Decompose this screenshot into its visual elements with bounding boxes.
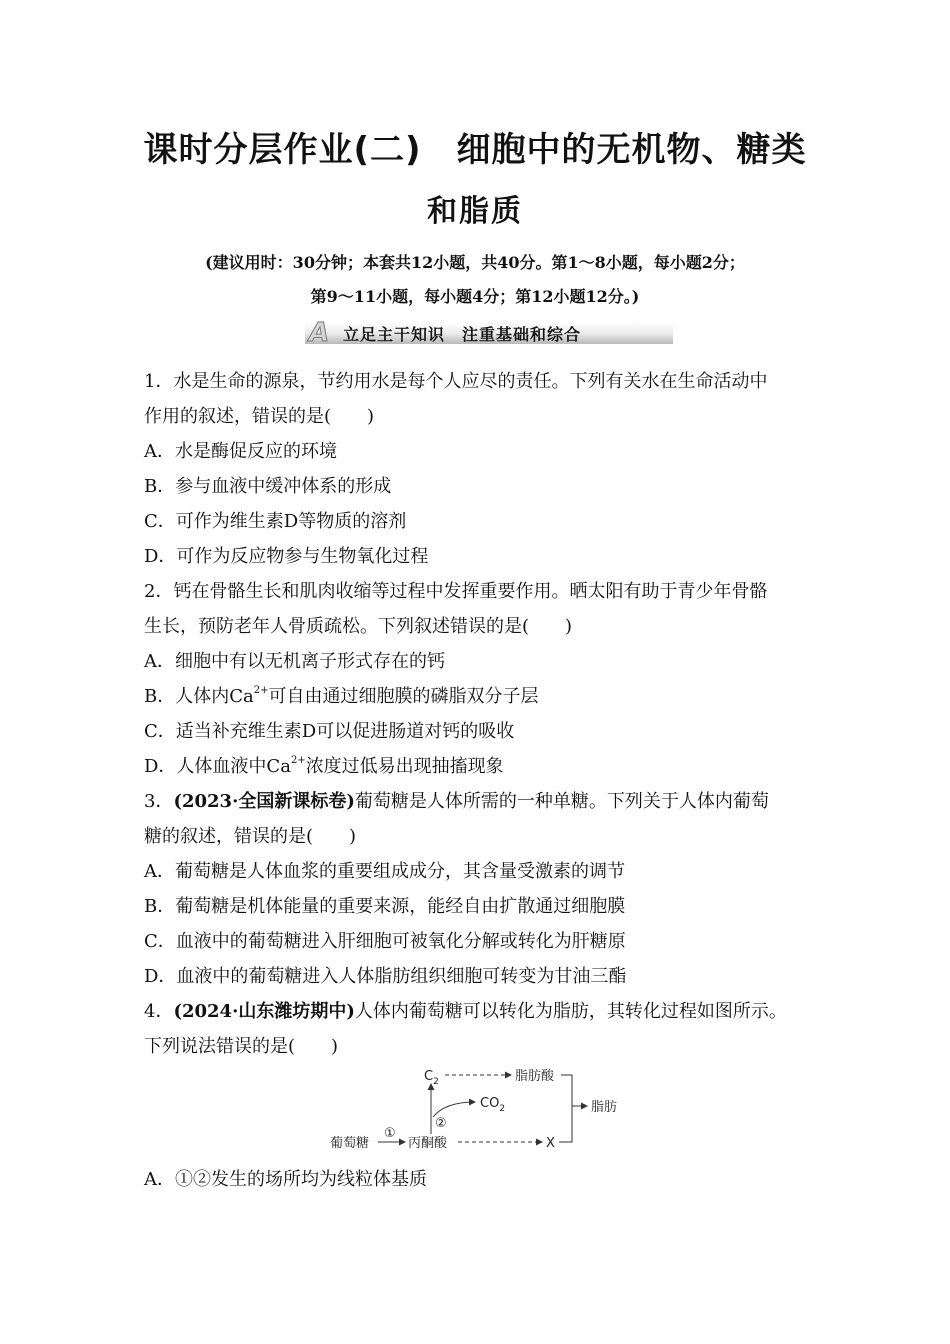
co2-text: CO — [480, 1096, 500, 1111]
subtitle-line1: (建议用时：30分钟；本套共12小题，共40分。第1～8小题，每小题2分； — [205, 253, 745, 272]
q2-option-b — [144, 679, 824, 714]
q3-option-a: A．葡萄糖是人体血浆的重要组成成分，其含量受激素的调节 — [144, 861, 625, 882]
q3-stem-line1 — [144, 784, 824, 819]
q2-option-d-charge: 2+ — [290, 755, 306, 766]
diagram-step2: ② — [435, 1116, 447, 1131]
q2-option-b-charge: 2+ — [253, 685, 269, 696]
q2-stem-line1: 2．钙在骨骼生长和肌肉收缩等过程中发挥重要作用。晒太阳有助于青少年骨骼 — [144, 581, 768, 602]
q2-option-d-post: 浓度过低易出现抽搐现象 — [305, 756, 504, 777]
q2-option-d — [144, 749, 824, 784]
diagram-glucose: 葡萄糖 — [330, 1136, 370, 1151]
page-title: 课时分层作业(二) 细胞中的无机物、糖类 — [143, 130, 807, 170]
q1-option-b: B．参与血液中缓冲体系的形成 — [144, 476, 392, 497]
question-list — [144, 364, 824, 1064]
diagram-fatty-acid: 脂肪酸 — [515, 1069, 555, 1084]
q4-stem-line1 — [144, 994, 824, 1029]
c2-subscript: 2 — [433, 1077, 439, 1087]
section-banner-text: 立足主干知识 注重基础和综合 — [343, 325, 582, 344]
co2-subscript: 2 — [499, 1104, 506, 1114]
q2-stem-line2: 生长，预防老年人骨质疏松。下列叙述错误的是( ) — [144, 616, 573, 637]
q2-option-c: C．适当补充维生素D可以促进肠道对钙的吸收 — [144, 721, 515, 742]
q3-option-c: C．血液中的葡萄糖进入肝细胞可被氧化分解或转化为肝糖原 — [144, 931, 626, 952]
glucose-to-fat-diagram — [325, 1062, 630, 1157]
diagram-pyruvate: 丙酮酸 — [408, 1136, 448, 1151]
section-banner — [305, 320, 673, 348]
q1-option-c: C．可作为维生素D等物质的溶剂 — [144, 511, 407, 532]
q4-number: 4． — [144, 1001, 174, 1022]
q1-option-a: A．水是酶促反应的环境 — [144, 441, 337, 462]
arrow-co2 — [433, 1102, 475, 1117]
bracket — [559, 1075, 572, 1142]
q2-option-b-pre: B．人体内Ca — [144, 686, 254, 707]
q2-option-a: A．细胞中有以无机离子形式存在的钙 — [144, 651, 445, 672]
q2-option-b-post: 可自由通过细胞膜的磷脂双分子层 — [268, 686, 539, 707]
q3-source: (2023·全国新课标卷) — [173, 791, 355, 812]
q1-option-d: D．可作为反应物参与生物氧化过程 — [144, 546, 429, 567]
q3-option-b: B．葡萄糖是机体能量的重要来源，能经自由扩散通过细胞膜 — [144, 896, 626, 917]
q2-option-d-pre: D．人体血液中Ca — [144, 756, 291, 777]
subtitle-line2: 第9～11小题，每小题4分；第12小题12分。) — [310, 287, 640, 306]
q1-stem-line2: 作用的叙述，错误的是( ) — [144, 406, 375, 427]
q4-option-a: A．①②发生的场所均为线粒体基质 — [144, 1169, 427, 1190]
q4-source: (2024·山东潍坊期中) — [173, 1001, 355, 1022]
q3-number: 3． — [144, 791, 174, 812]
diagram-co2 — [480, 1096, 505, 1114]
section-letter-icon: A — [309, 318, 330, 348]
q3-stem-text: 葡萄糖是人体所需的一种单糖。下列关于人体内葡萄 — [354, 791, 769, 812]
page-title-line2: 和脂质 — [427, 194, 523, 229]
q3-stem-line2: 糖的叙述，错误的是( ) — [144, 826, 357, 847]
q1-stem-line1: 1．水是生命的源泉，节约用水是每个人应尽的责任。下列有关水在生命活动中 — [144, 371, 768, 392]
q4-stem-line2: 下列说法错误的是( ) — [144, 1036, 339, 1057]
diagram-step1: ① — [384, 1126, 396, 1141]
q4-stem-text: 人体内葡萄糖可以转化为脂肪，其转化过程如图所示。 — [354, 1001, 787, 1022]
diagram-fat: 脂肪 — [591, 1100, 618, 1115]
q3-option-d: D．血液中的葡萄糖进入人体脂肪组织细胞可转变为甘油三酯 — [144, 966, 627, 987]
c2-text: C — [424, 1069, 434, 1084]
diagram-x: X — [546, 1136, 555, 1151]
